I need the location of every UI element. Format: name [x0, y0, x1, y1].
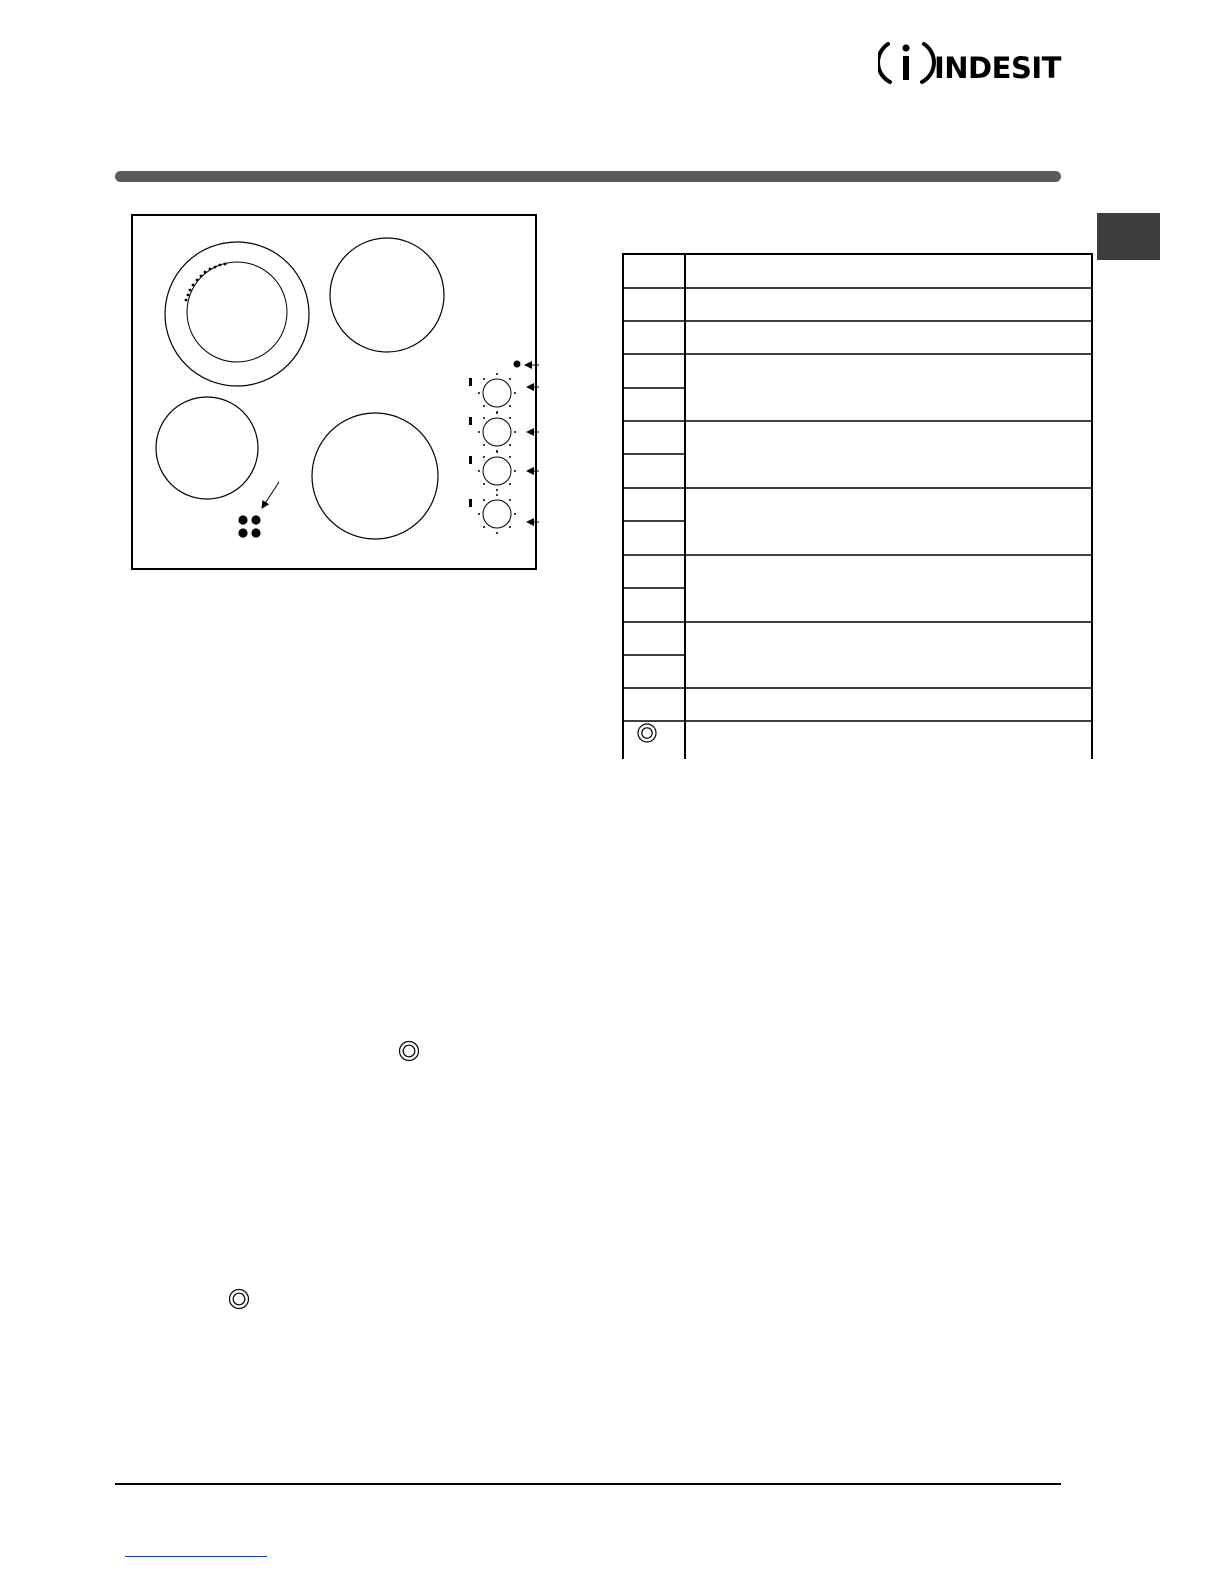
double-ring-icon: [638, 724, 656, 742]
pilot-light: [514, 361, 521, 368]
control-knob: [469, 412, 516, 452]
control-knob: [469, 451, 516, 491]
control-knob: [469, 494, 516, 534]
control-knob: [469, 373, 516, 413]
brand-name: INDESIT: [934, 51, 1061, 85]
double-ring-icon: [398, 1040, 420, 1062]
footer-rule: [115, 1483, 1061, 1485]
knob-bracket: [527, 387, 539, 522]
indesit-logo: [878, 36, 1064, 90]
header-bar: [115, 171, 1061, 182]
cooking-zone-rear-right: [330, 238, 444, 352]
section-tab: [1097, 213, 1160, 260]
info-i-icon: [878, 44, 934, 82]
hob-diagram: [129, 212, 539, 572]
footer-link-underline[interactable]: [125, 1556, 267, 1557]
double-ring-icon: [228, 1288, 250, 1310]
zone-indicator-icon: [238, 515, 260, 537]
spec-table: [622, 253, 1093, 759]
cooking-zone-front-left: [156, 397, 258, 499]
hob-outline: [132, 215, 536, 569]
dual-cooking-zone: [165, 242, 309, 386]
cooking-zone-front-right: [312, 413, 438, 539]
